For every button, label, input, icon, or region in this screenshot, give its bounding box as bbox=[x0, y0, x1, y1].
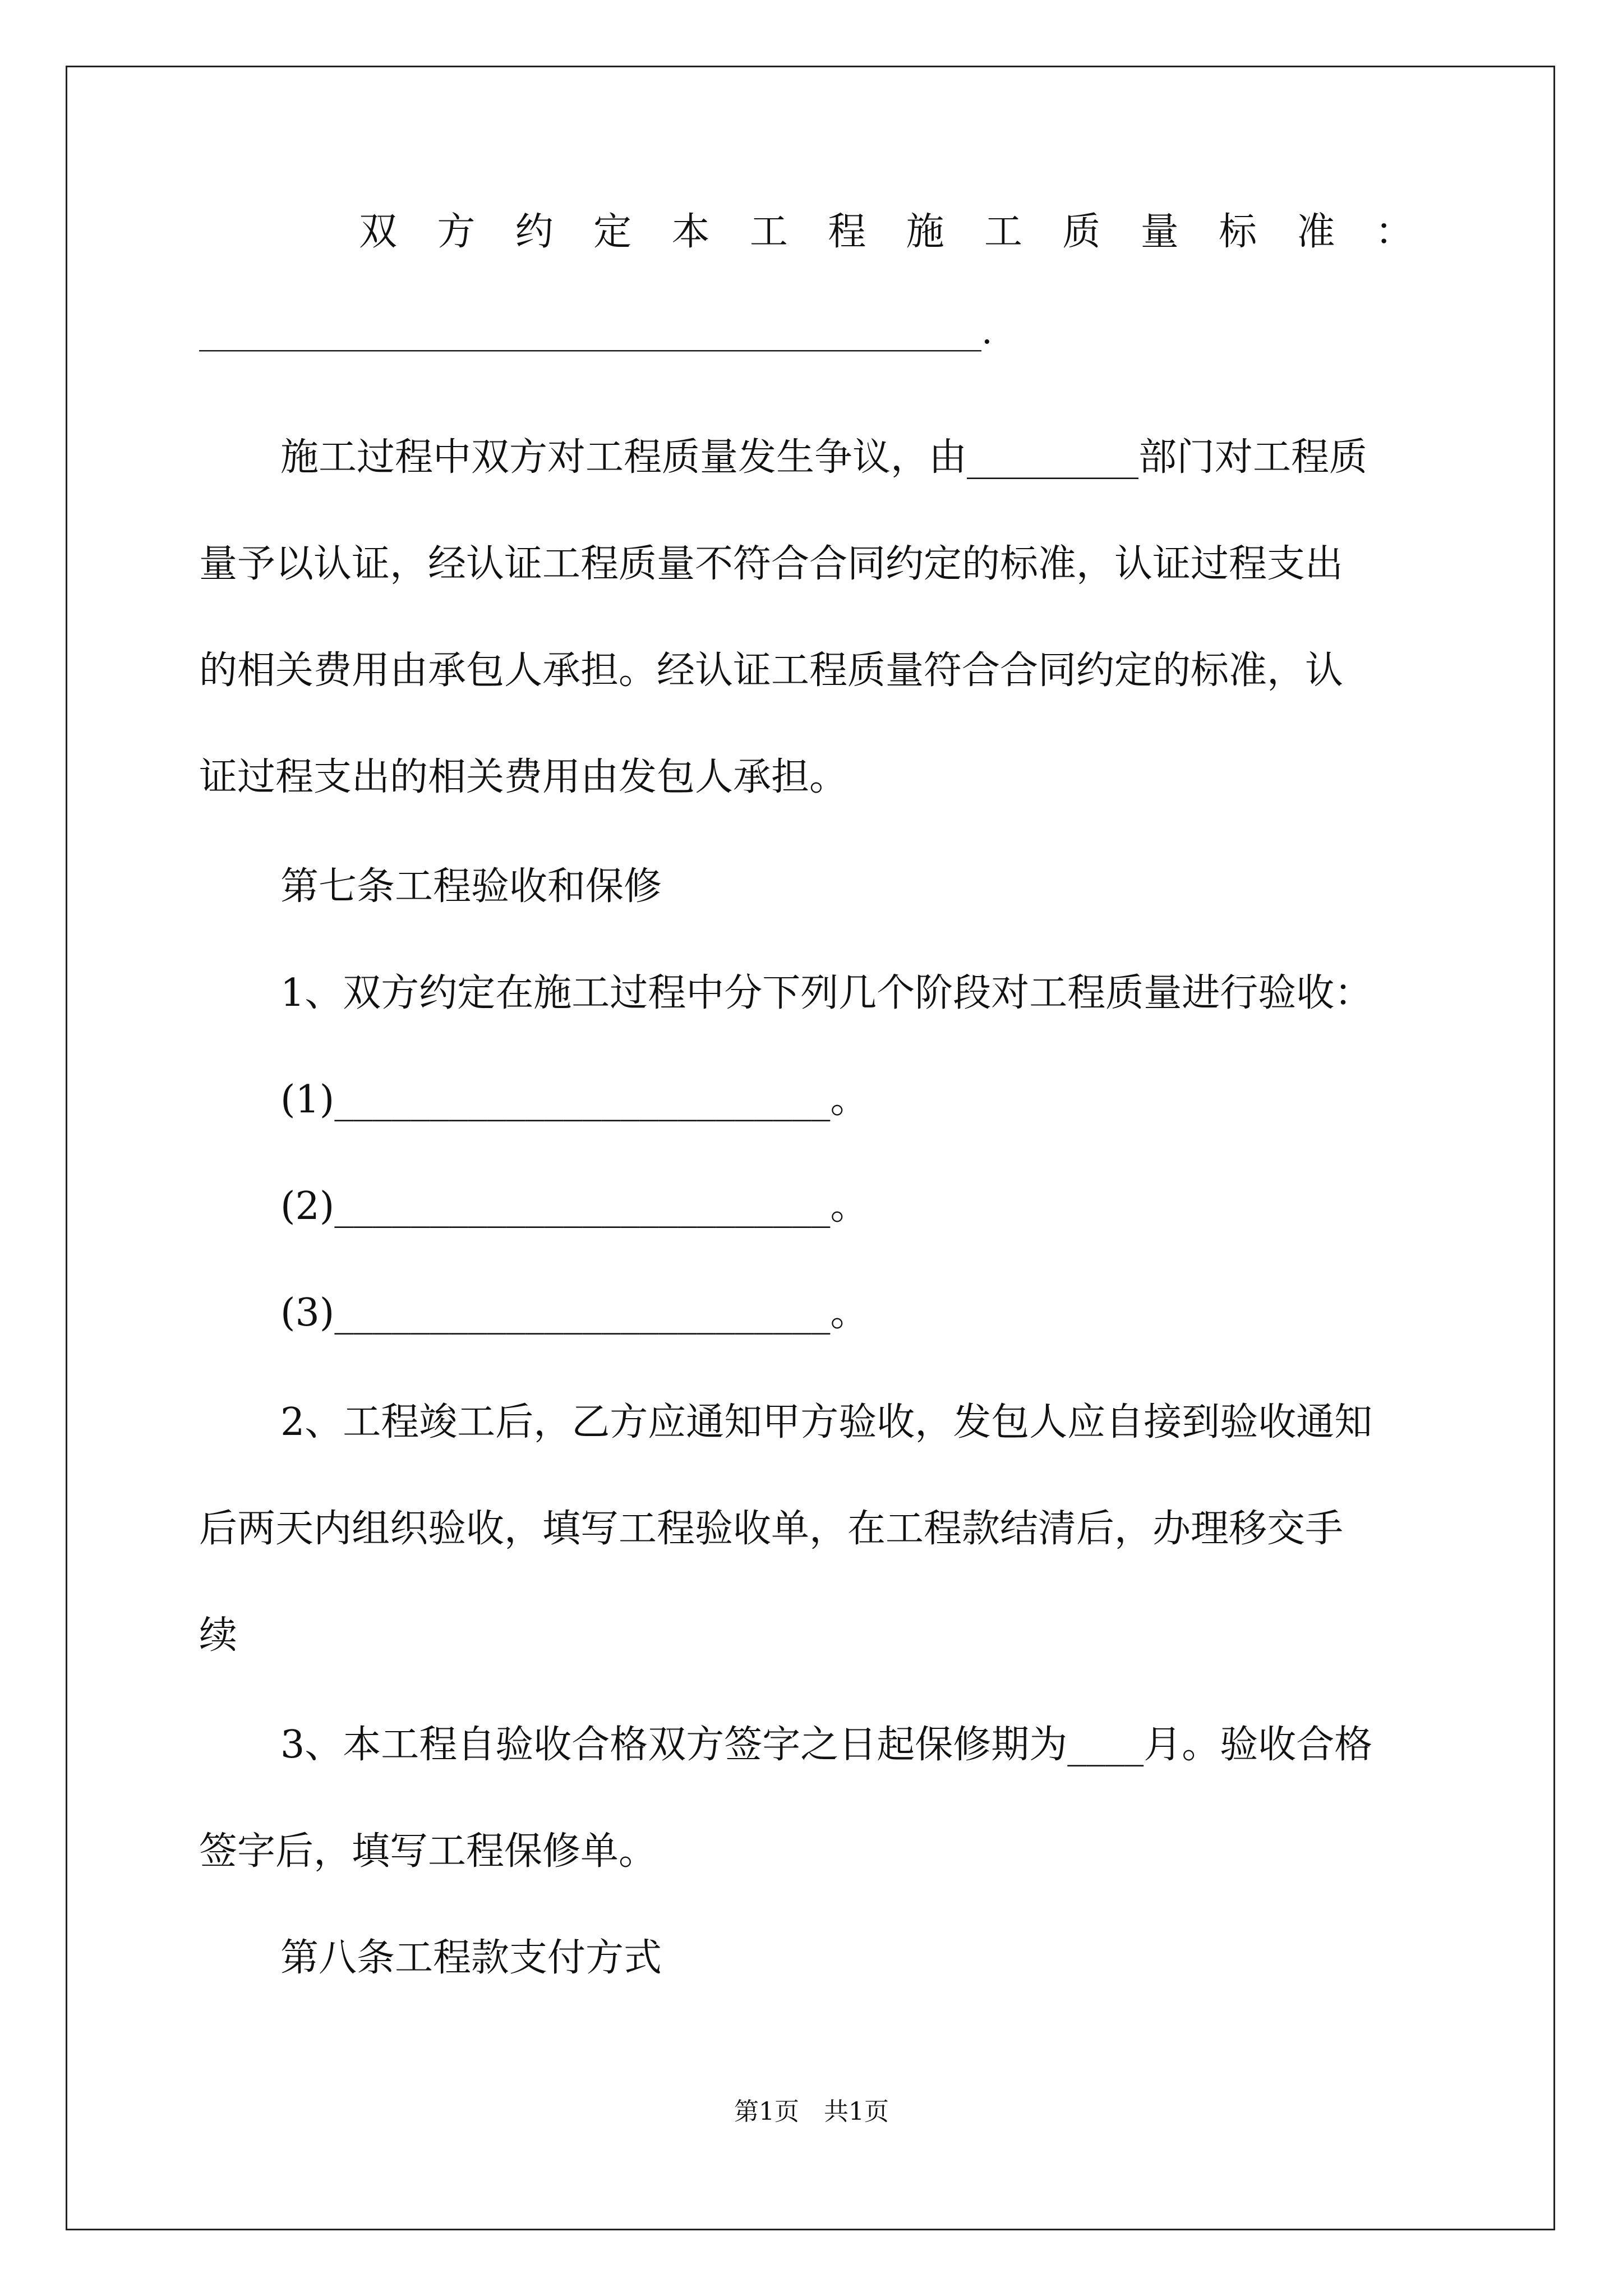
warranty-item-3-line-2: 签字后，填写工程保修单。 bbox=[199, 1829, 657, 1874]
acceptance-item-2-line-2: 后两天内组织验收，填写工程验收单，在工程款结清后，办理移交手 bbox=[199, 1507, 1344, 1551]
heading-char: 工 bbox=[984, 210, 1023, 254]
page-footer: 第1页 共1页 bbox=[734, 2097, 889, 2126]
heading-char: 工 bbox=[749, 210, 788, 254]
acceptance-item-2-line-3: 续 bbox=[199, 1613, 238, 1658]
section-8-heading: 第八条工程款支付方式 bbox=[280, 1936, 662, 1980]
heading-char: 方 bbox=[437, 210, 476, 254]
heading-char: 约 bbox=[515, 210, 554, 254]
heading-char: 本 bbox=[671, 210, 710, 254]
acceptance-stage-1: (1)__________________________。 bbox=[280, 1078, 869, 1122]
acceptance-stage-3: (3)__________________________。 bbox=[280, 1291, 869, 1335]
warranty-item-3-line-1: 3、本工程自验收合格双方签字之日起保修期为____月。验收合格 bbox=[280, 1723, 1373, 1767]
section-7-heading: 第七条工程验收和保修 bbox=[280, 864, 662, 909]
acceptance-item-2-line-1: 2、工程竣工后，乙方应通知甲方验收，发包人应自接到验收通知 bbox=[280, 1400, 1373, 1444]
quality-standard-heading bbox=[359, 206, 1413, 258]
dispute-paragraph-line-3: 的相关费用由承包人承担。经认证工程质量符合合同约定的标准，认 bbox=[199, 648, 1344, 693]
heading-char: 质 bbox=[1062, 210, 1101, 254]
heading-char: 程 bbox=[828, 210, 866, 254]
acceptance-stage-2: (2)__________________________。 bbox=[280, 1184, 869, 1228]
heading-char: 定 bbox=[593, 210, 632, 254]
heading-char: 标 bbox=[1219, 210, 1257, 254]
quality-standard-blank: _____________________________________________. bbox=[199, 311, 993, 352]
dispute-paragraph-line-1: 施工过程中双方对工程质量发生争议，由_________部门对工程质 bbox=[280, 435, 1368, 480]
heading-char: 施 bbox=[906, 210, 944, 254]
heading-char: ： bbox=[1375, 210, 1413, 254]
heading-char: 双 bbox=[359, 210, 398, 254]
acceptance-item-1: 1、双方约定在施工过程中分下列几个阶段对工程质量进行验收： bbox=[280, 971, 1373, 1015]
heading-char: 准 bbox=[1297, 210, 1335, 254]
dispute-paragraph-line-2: 量予以认证，经认证工程质量不符合合同约定的标准，认证过程支出 bbox=[199, 542, 1344, 586]
dispute-paragraph-line-4: 证过程支出的相关费用由发包人承担。 bbox=[199, 755, 848, 799]
heading-char: 量 bbox=[1140, 210, 1179, 254]
page-border bbox=[66, 66, 1555, 2230]
